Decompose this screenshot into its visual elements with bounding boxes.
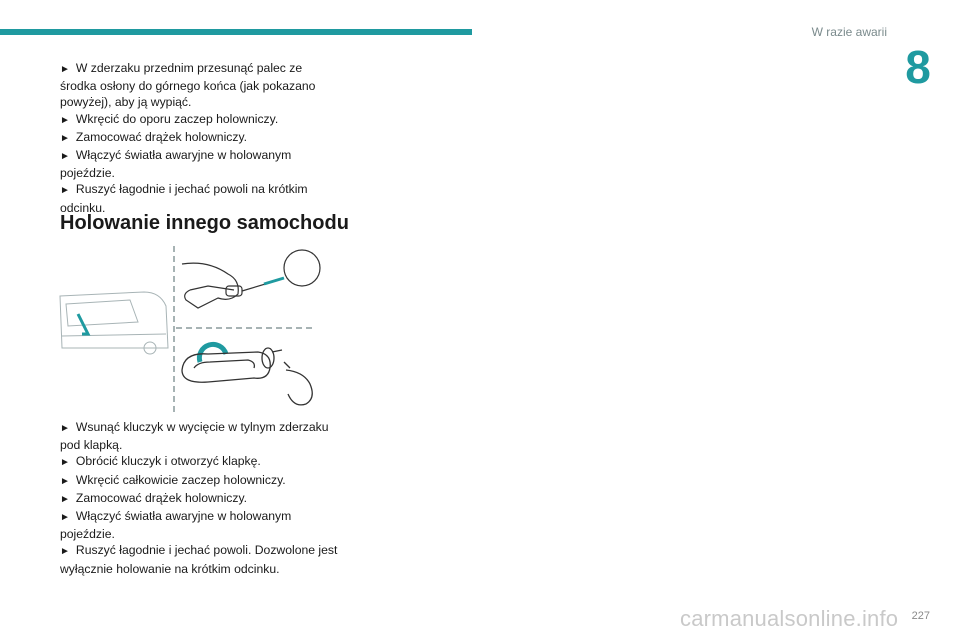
bullet-arrow-icon: ► (60, 64, 70, 75)
step-item: ► Wsunąć kluczyk w wycięcie w tylnym zderzaku pod klapką. (60, 420, 329, 453)
pointer-arrow-icon (78, 314, 88, 334)
bullet-arrow-icon: ► (60, 151, 70, 163)
hand-key-icon (182, 263, 272, 308)
insert-arrow-icon (264, 278, 284, 284)
steps-list-front (60, 60, 340, 216)
step-item: ► Wkręcić do oporu zaczep holowniczy. (60, 111, 279, 126)
step-item: ► W zderzaku przednim przesunąć palec ze środka osłony do górnego końca (jak pokazano powyżej), aby ją wypiąć. (60, 61, 316, 110)
step-item: ► Włączyć światła awaryjne w holowanym pojeździe. (60, 509, 292, 542)
step-item: ► Włączyć światła awaryjne w holowanym pojeździe. (60, 148, 292, 181)
bullet-arrow-icon: ► (60, 493, 70, 505)
bullet-arrow-icon: ► (60, 475, 70, 487)
page-number: 227 (911, 610, 930, 622)
bullet-arrow-icon: ► (60, 457, 70, 469)
bullet-arrow-icon: ► (60, 546, 70, 558)
chapter-number: 8 (905, 41, 931, 93)
cover-flap-icon (284, 250, 320, 286)
step-item: ► Zamocować drążek holowniczy. (60, 490, 248, 505)
top-accent-bar (0, 29, 472, 35)
step-item: ► Zamocować drążek holowniczy. (60, 129, 248, 144)
step-item: ► Ruszyć łagodnie i jechać powoli na krótkim odcinku. (60, 182, 308, 215)
van-icon (60, 292, 168, 354)
steps-list-rear (60, 419, 340, 577)
step-item: ► Wkręcić całkowicie zaczep holowniczy. (60, 472, 286, 487)
bullet-arrow-icon: ► (60, 132, 70, 144)
bullet-arrow-icon: ► (60, 114, 70, 126)
section-title: W razie awarii (811, 25, 887, 39)
step-item: ► Obrócić kluczyk i otworzyć klapkę. (60, 454, 261, 469)
section-heading: Holowanie innego samochodu (60, 212, 349, 234)
towing-illustration (58, 244, 330, 416)
step-item: ► Ruszyć łagodnie i jechać powoli. Dozwolone jest wyłącznie holowanie na krótkim odcinku. (60, 543, 338, 576)
bullet-arrow-icon: ► (60, 185, 70, 197)
watermark: carmanualsonline.info (680, 606, 899, 631)
bullet-arrow-icon: ► (60, 512, 70, 524)
bullet-arrow-icon: ► (60, 423, 70, 434)
